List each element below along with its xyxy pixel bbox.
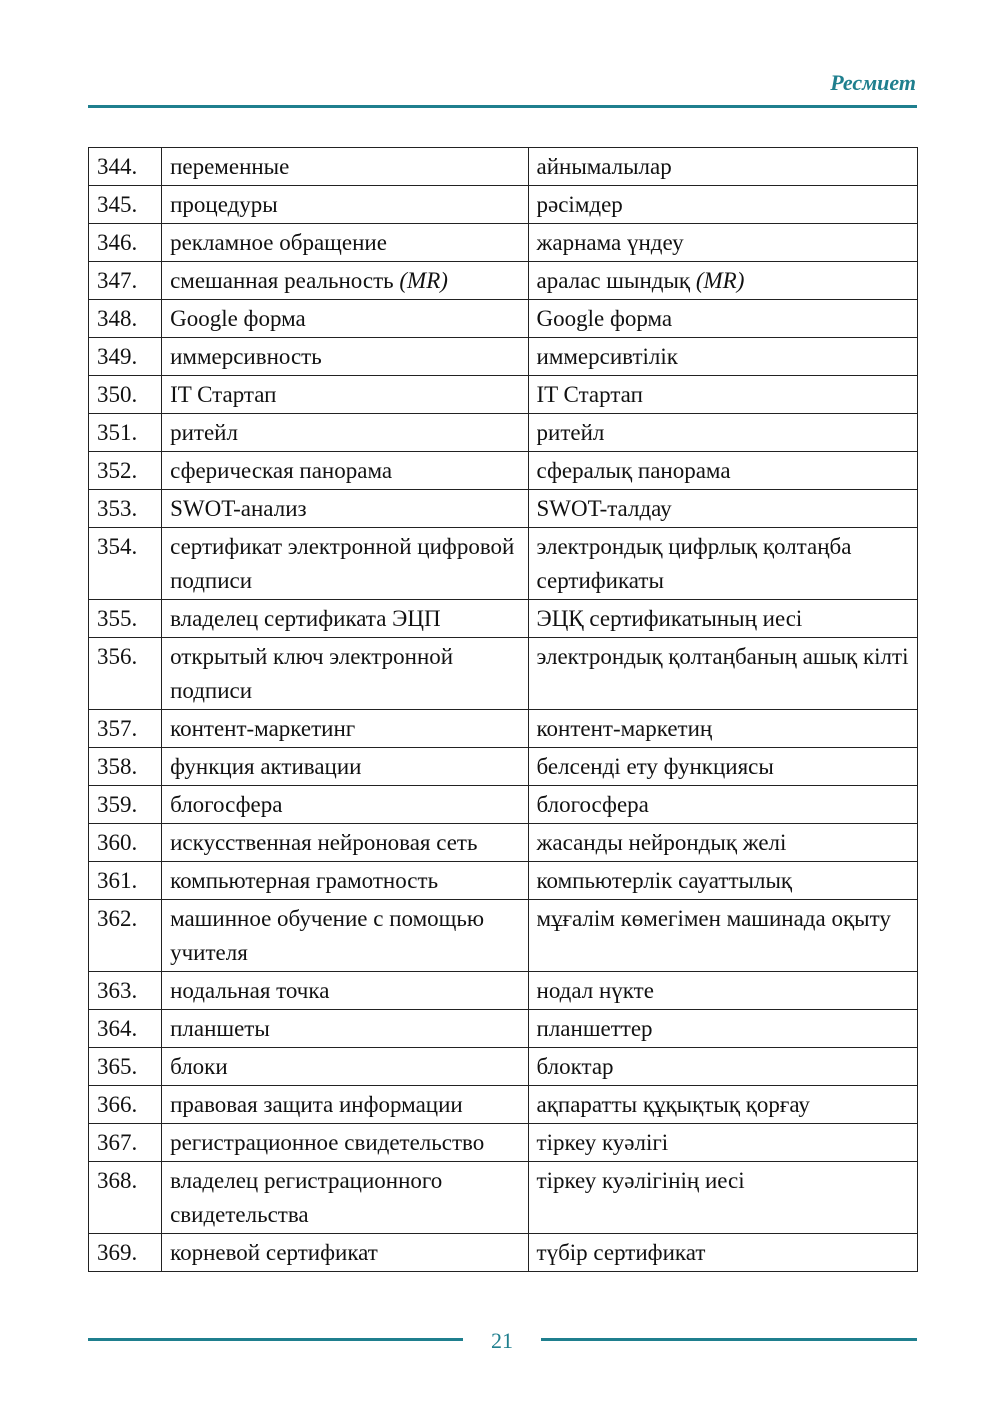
term-kazakh bbox=[528, 224, 917, 262]
term-kazakh bbox=[528, 452, 917, 490]
term-russian-text: контент-маркетинг bbox=[170, 716, 356, 741]
term-russian-text: смешанная реальность bbox=[170, 268, 394, 293]
table-row bbox=[89, 186, 918, 224]
term-kazakh bbox=[528, 376, 917, 414]
term-russian-text: Google форма bbox=[170, 306, 306, 331]
term-number: 359. bbox=[89, 786, 162, 824]
term-russian-text: машинное обучение с помощью учителя bbox=[170, 906, 485, 965]
term-number: 365. bbox=[89, 1048, 162, 1086]
term-russian-text: планшеты bbox=[170, 1016, 270, 1041]
term-kazakh-text: сфералық панорама bbox=[536, 458, 731, 483]
term-russian-text: рекламное обращение bbox=[170, 230, 387, 255]
term-kazakh-text: рәсімдер bbox=[536, 192, 623, 217]
term-kazakh bbox=[528, 748, 917, 786]
term-russian-text: сертификат электронной цифровой подписи bbox=[170, 534, 515, 593]
term-number: 355. bbox=[89, 600, 162, 638]
table-row bbox=[89, 224, 918, 262]
table-row bbox=[89, 824, 918, 862]
term-kazakh-text: контент-маркетиң bbox=[536, 716, 713, 741]
term-kazakh-text: жасанды нейрондық желі bbox=[536, 830, 787, 855]
term-russian-text: корневой сертификат bbox=[170, 1240, 378, 1265]
footer-rule-right bbox=[541, 1338, 917, 1341]
term-kazakh bbox=[528, 862, 917, 900]
term-russian bbox=[162, 1162, 528, 1234]
term-kazakh-text: жарнама үндеу bbox=[536, 230, 684, 255]
term-kazakh bbox=[528, 148, 917, 186]
term-russian bbox=[162, 972, 528, 1010]
term-kazakh bbox=[528, 528, 917, 600]
term-russian bbox=[162, 1048, 528, 1086]
running-header: Ресмиет bbox=[830, 70, 916, 95]
table-row bbox=[89, 528, 918, 600]
table-row bbox=[89, 1086, 918, 1124]
term-russian bbox=[162, 262, 528, 300]
term-russian-abbr: (MR) bbox=[399, 268, 448, 293]
term-number: 356. bbox=[89, 638, 162, 710]
term-kazakh bbox=[528, 300, 917, 338]
term-number: 362. bbox=[89, 900, 162, 972]
term-kazakh bbox=[528, 900, 917, 972]
term-number: 345. bbox=[89, 186, 162, 224]
term-number: 368. bbox=[89, 1162, 162, 1234]
term-kazakh-text: белсенді ету функциясы bbox=[536, 754, 774, 779]
term-kazakh-text: SWOT-талдау bbox=[536, 496, 672, 521]
table-row bbox=[89, 1124, 918, 1162]
table-row bbox=[89, 338, 918, 376]
term-kazakh bbox=[528, 638, 917, 710]
glossary-body bbox=[89, 148, 918, 1272]
term-number: 346. bbox=[89, 224, 162, 262]
term-number: 364. bbox=[89, 1010, 162, 1048]
term-kazakh bbox=[528, 414, 917, 452]
term-kazakh-text: ритейл bbox=[536, 420, 605, 445]
table-row bbox=[89, 900, 918, 972]
term-russian bbox=[162, 600, 528, 638]
term-russian-text: правовая защита информации bbox=[170, 1092, 463, 1117]
table-row bbox=[89, 300, 918, 338]
term-number: 353. bbox=[89, 490, 162, 528]
term-russian-text: блогосфера bbox=[170, 792, 283, 817]
table-row bbox=[89, 638, 918, 710]
term-russian-text: открытый ключ электронной подписи bbox=[170, 644, 454, 703]
term-kazakh-text: түбір сертификат bbox=[536, 1240, 706, 1265]
term-kazakh bbox=[528, 490, 917, 528]
term-kazakh-text: ЭЦҚ сертификатының иесі bbox=[536, 606, 803, 631]
table-row bbox=[89, 148, 918, 186]
term-russian bbox=[162, 414, 528, 452]
term-kazakh-text: электрондық қолтаңбаның ашық кілті bbox=[536, 644, 909, 669]
table-row bbox=[89, 414, 918, 452]
term-russian bbox=[162, 490, 528, 528]
table-row bbox=[89, 786, 918, 824]
term-number: 366. bbox=[89, 1086, 162, 1124]
table-row bbox=[89, 748, 918, 786]
term-russian-text: SWOT-анализ bbox=[170, 496, 307, 521]
term-russian bbox=[162, 900, 528, 972]
term-kazakh-text: блогосфера bbox=[536, 792, 649, 817]
table-row bbox=[89, 262, 918, 300]
term-kazakh-text: мұғалім көмегімен машинада оқыту bbox=[536, 906, 891, 931]
term-russian-text: нодальная точка bbox=[170, 978, 330, 1003]
table-row bbox=[89, 1048, 918, 1086]
term-kazakh bbox=[528, 186, 917, 224]
term-russian bbox=[162, 148, 528, 186]
term-number: 369. bbox=[89, 1234, 162, 1272]
table-row bbox=[89, 376, 918, 414]
table-row bbox=[89, 490, 918, 528]
term-kazakh bbox=[528, 1124, 917, 1162]
term-russian-text: переменные bbox=[170, 154, 290, 179]
term-number: 352. bbox=[89, 452, 162, 490]
term-kazakh bbox=[528, 824, 917, 862]
table-row bbox=[89, 862, 918, 900]
term-kazakh bbox=[528, 338, 917, 376]
term-russian bbox=[162, 786, 528, 824]
term-kazakh-text: иммерсивтілік bbox=[536, 344, 678, 369]
term-kazakh bbox=[528, 1086, 917, 1124]
term-number: 361. bbox=[89, 862, 162, 900]
term-russian bbox=[162, 710, 528, 748]
term-kazakh-text: блоктар bbox=[536, 1054, 614, 1079]
term-kazakh-text: компьютерлік сауаттылық bbox=[536, 868, 793, 893]
term-russian-text: искусственная нейроновая сеть bbox=[170, 830, 478, 855]
term-number: 358. bbox=[89, 748, 162, 786]
term-kazakh-text: айнымалылар bbox=[536, 154, 672, 179]
term-kazakh-text: IT Стартап bbox=[536, 382, 643, 407]
term-kazakh bbox=[528, 262, 917, 300]
header-rule bbox=[88, 105, 917, 108]
term-kazakh-text: электрондық цифрлық қолтаңба сертификаты bbox=[536, 534, 852, 593]
term-russian-text: компьютерная грамотность bbox=[170, 868, 439, 893]
term-kazakh bbox=[528, 1048, 917, 1086]
term-kazakh bbox=[528, 1234, 917, 1272]
table-row bbox=[89, 600, 918, 638]
term-number: 357. bbox=[89, 710, 162, 748]
footer-rule-left bbox=[88, 1338, 463, 1341]
table-row bbox=[89, 1234, 918, 1272]
term-russian bbox=[162, 638, 528, 710]
term-russian bbox=[162, 300, 528, 338]
term-number: 347. bbox=[89, 262, 162, 300]
term-russian-text: регистрационное свидетельство bbox=[170, 1130, 485, 1155]
term-russian bbox=[162, 1234, 528, 1272]
term-russian bbox=[162, 186, 528, 224]
page-number: 21 bbox=[491, 1328, 513, 1353]
term-russian bbox=[162, 224, 528, 262]
term-russian bbox=[162, 824, 528, 862]
table-row bbox=[89, 1162, 918, 1234]
term-kazakh-text: аралас шындық bbox=[536, 268, 691, 293]
term-russian-text: иммерсивность bbox=[170, 344, 322, 369]
table-row bbox=[89, 452, 918, 490]
term-russian-text: сферическая панорама bbox=[170, 458, 393, 483]
term-kazakh bbox=[528, 786, 917, 824]
term-kazakh bbox=[528, 972, 917, 1010]
term-number: 363. bbox=[89, 972, 162, 1010]
term-number: 367. bbox=[89, 1124, 162, 1162]
term-russian-text: владелец регистрационного свидетельства bbox=[170, 1168, 443, 1227]
term-number: 360. bbox=[89, 824, 162, 862]
term-russian bbox=[162, 338, 528, 376]
term-russian bbox=[162, 1010, 528, 1048]
term-kazakh-abbr: (MR) bbox=[695, 268, 745, 293]
term-russian-text: IT Стартап bbox=[170, 382, 277, 407]
term-kazakh-text: планшеттер bbox=[536, 1016, 653, 1041]
table-row bbox=[89, 972, 918, 1010]
term-russian bbox=[162, 376, 528, 414]
term-kazakh-text: тіркеу куәлігі bbox=[536, 1130, 669, 1155]
term-kazakh-text: нодал нүкте bbox=[536, 978, 654, 1003]
term-kazakh-text: тіркеу куәлігінің иесі bbox=[536, 1168, 745, 1193]
term-russian-text: процедуры bbox=[170, 192, 278, 217]
table-row bbox=[89, 710, 918, 748]
term-number: 348. bbox=[89, 300, 162, 338]
term-russian bbox=[162, 748, 528, 786]
term-number: 351. bbox=[89, 414, 162, 452]
term-kazakh bbox=[528, 1162, 917, 1234]
term-russian-text: ритейл bbox=[170, 420, 238, 445]
term-russian-text: функция активации bbox=[170, 754, 362, 779]
term-russian bbox=[162, 862, 528, 900]
term-russian bbox=[162, 528, 528, 600]
term-kazakh bbox=[528, 1010, 917, 1048]
term-kazakh-text: ақпаратты құқықтық қорғау bbox=[536, 1092, 810, 1117]
term-russian-text: владелец сертификата ЭЦП bbox=[170, 606, 441, 631]
term-number: 350. bbox=[89, 376, 162, 414]
term-russian bbox=[162, 1124, 528, 1162]
term-kazakh bbox=[528, 600, 917, 638]
term-number: 349. bbox=[89, 338, 162, 376]
term-russian bbox=[162, 1086, 528, 1124]
glossary-table bbox=[88, 147, 918, 1272]
term-russian-text: блоки bbox=[170, 1054, 228, 1079]
term-russian bbox=[162, 452, 528, 490]
term-kazakh bbox=[528, 710, 917, 748]
table-row bbox=[89, 1010, 918, 1048]
term-number: 344. bbox=[89, 148, 162, 186]
term-number: 354. bbox=[89, 528, 162, 600]
term-kazakh-text: Google форма bbox=[536, 306, 673, 331]
